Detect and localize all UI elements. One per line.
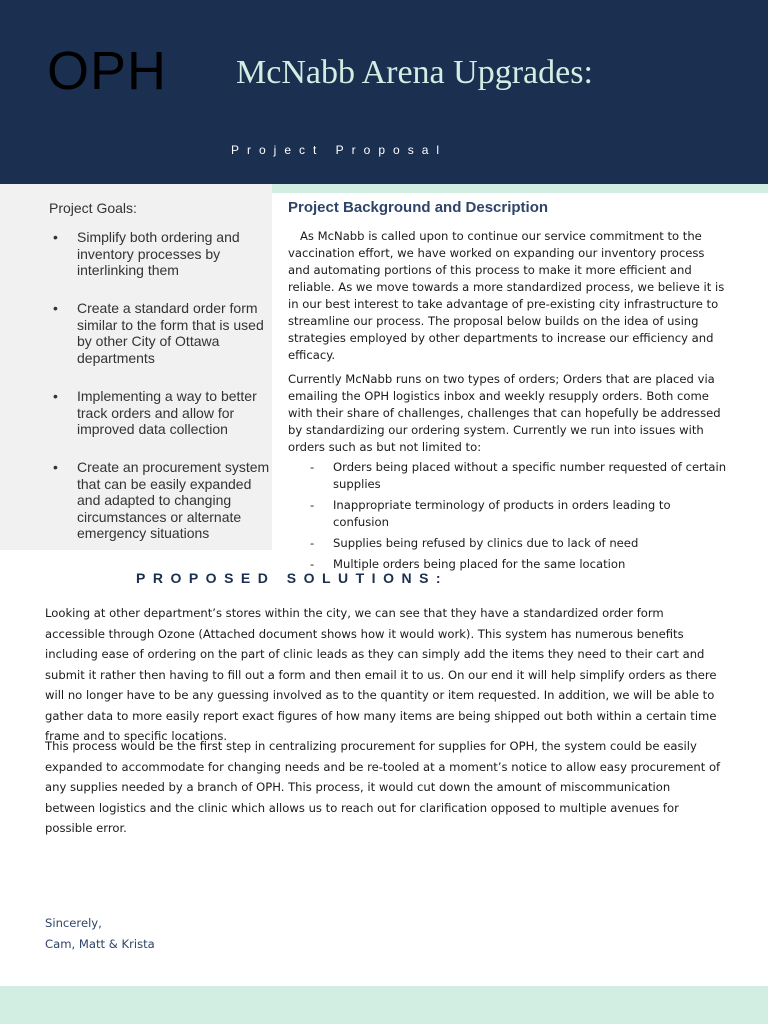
header-banner [0,0,768,184]
signatory-names: Cam, Matt & Krista [45,936,155,951]
goal-item: • Create a standard order form similar to the form that is used by other City of Ottawa departments [49,300,271,388]
goals-heading: Project Goals: [49,200,137,216]
goal-item: • Implementing a way to better track orders and allow for improved data collection [49,388,271,459]
footer-band [0,986,768,1024]
goals-list [49,229,271,542]
organization-logo-text: OPH [47,41,168,101]
solutions-paragraph: This process would be the first step in centralizing procurement for supplies for OPH, the system could be easily expanded to accommodate for changing needs and be re-tooled at a moment’s notice to allow easy procurement of any supplies needed by a branch of OPH. This process, it would cut down the amount of miscommunication between logistics and the clinic which allows us to reach out for clarification opposed to multiple avenues for possible error. [45,739,721,835]
issue-item: - Inappropriate terminology of products in orders leading to confusion [310,497,730,531]
goal-item: • Create an procurement system that can be easily expanded and adapted to changing circumstances or alternate emergency situations [49,459,271,542]
background-heading: Project Background and Description [288,199,549,216]
goal-item: • Simplify both ordering and inventory processes by interlinking them [49,229,271,300]
issues-list [310,459,730,577]
issue-item: - Orders being placed without a specific number requested of certain supplies [310,459,730,493]
closing-salutation: Sincerely, [45,916,102,930]
solutions-heading: PROPOSED SOLUTIONS: [136,570,449,586]
issue-item: - Supplies being refused by clinics due to lack of need [310,535,730,552]
issue-item: - Multiple orders being placed for the same location [310,556,730,573]
document-subtitle: Project Proposal [231,143,448,157]
solutions-paragraph: Looking at other department’s stores within the city, we can see that they have a standardized order form accessible through Ozone (Attached document shows how it would work). This system has numerous benefits including ease of ordering on the part of clinic leads as they can simply add the items they need to their cart and submit it rather then having to fill out a form and then email it to us. On our end it will help simplify orders as there will no longer have to be any guessing involved as to the quantity or item requested. In addition, we will be able to gather data to more easily report exact figures of how many items are being shipped out both within a certain time frame and to specific locations. [45,606,717,743]
background-paragraph: As McNabb is called upon to continue our service commitment to the vaccination effort, we have worked on expanding our inventory process and automating portions of this process to make it more efficient and reliable. As we move towards a more standardized process, we believe it is in our best interest to take advantage of pre-existing city infrastructure to streamline our process. The proposal below builds on the idea of using strategies employed by other departments to increase our efficiency and efficacy. [288,229,725,362]
document-title: McNabb Arena Upgrades: [236,54,593,91]
background-paragraph: Currently McNabb runs on two types of orders; Orders that are placed via emailing the OPH logistics inbox and weekly resupply orders. Both come with their share of challenges, challenges that can hopefully be addressed by standardizing our ordering system. Currently we run into issues with orders such as but not limited to: [288,372,721,454]
closing-signature [45,913,155,954]
accent-strip [272,184,768,193]
